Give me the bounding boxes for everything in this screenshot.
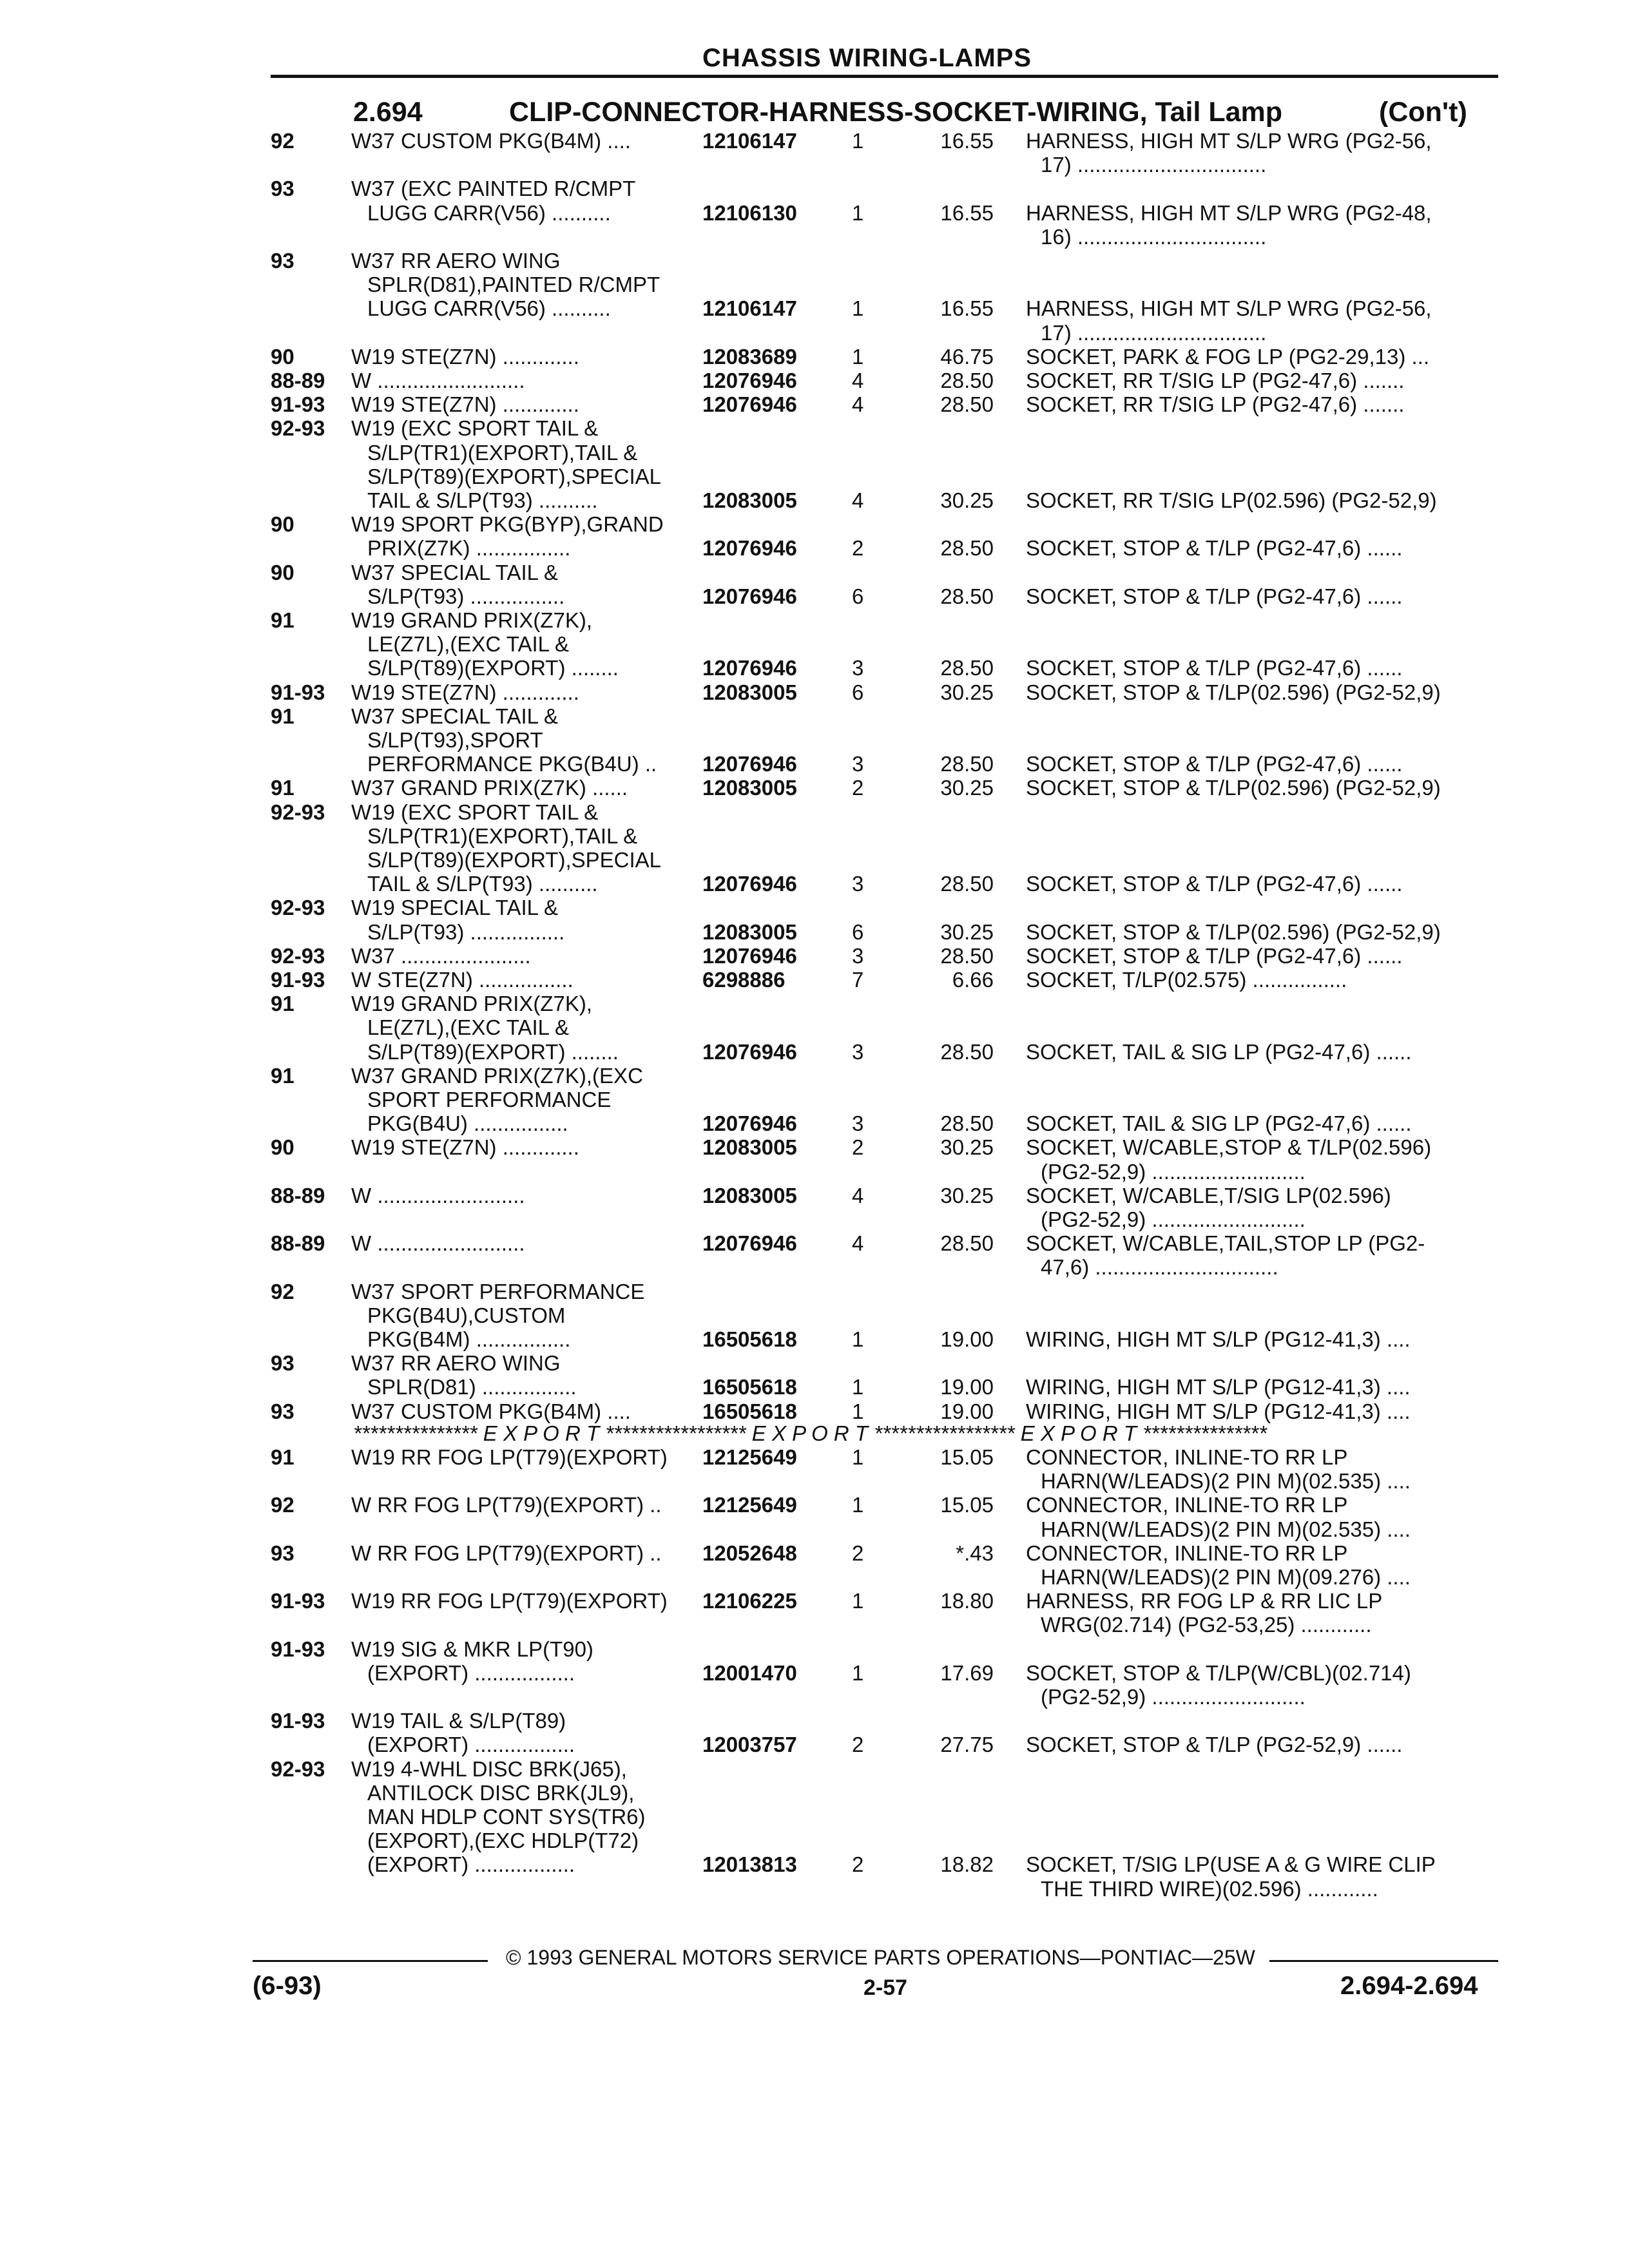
- row-part-name-line: SOCKET, T/LP(02.575) ................: [1026, 968, 1347, 992]
- row-year: 91-93: [271, 392, 325, 417]
- footer-rule-right: [1269, 1960, 1498, 1962]
- row-part-name-line: SOCKET, STOP & T/LP(02.596) (PG2-52,9): [1026, 776, 1441, 800]
- row-part-name-line: WIRING, HIGH MT S/LP (PG12-41,3) ....: [1026, 1327, 1411, 1351]
- row-description-line: W .........................: [351, 1231, 525, 1256]
- row-description-line: W37 GRAND PRIX(Z7K),(EXC: [351, 1063, 643, 1088]
- row-part-name-line: SOCKET, W/CABLE,STOP & T/LP(02.596): [1026, 1135, 1432, 1160]
- row-description-line: MAN HDLP CONT SYS(TR6): [367, 1805, 646, 1829]
- row-quantity: 3: [852, 943, 864, 968]
- row-quantity: 1: [852, 200, 864, 225]
- row-part-name-line: SOCKET, STOP & T/LP (PG2-52,9) ......: [1026, 1733, 1403, 1757]
- row-year: 88-89: [271, 369, 325, 392]
- row-price: 18.82: [940, 1852, 994, 1877]
- row-part-name-line: SOCKET, T/SIG LP(USE A & G WIRE CLIP: [1026, 1852, 1436, 1877]
- row-price: 28.50: [940, 943, 994, 968]
- row-year: 93: [271, 177, 294, 201]
- row-price: 28.50: [940, 392, 994, 417]
- row-description-line: W19 STE(Z7N) .............: [351, 680, 579, 704]
- row-quantity: 2: [852, 1733, 864, 1757]
- row-part-name-line: HARNESS, RR FOG LP & RR LIC LP: [1026, 1589, 1383, 1613]
- row-description-line: S/LP(T93) ................: [367, 919, 565, 944]
- row-price: 27.75: [940, 1733, 994, 1757]
- row-description-line: W19 (EXC SPORT TAIL &: [351, 800, 599, 824]
- row-year: 92-93: [271, 943, 325, 968]
- row-description-line: W .........................: [351, 369, 525, 392]
- row-price: 28.50: [940, 536, 994, 561]
- row-part-number: 12125649: [702, 1493, 797, 1517]
- row-quantity: 2: [852, 1541, 864, 1565]
- row-year: 93: [271, 1541, 294, 1565]
- section-number: 2.694: [353, 97, 423, 128]
- row-part-number: 12013813: [702, 1852, 797, 1877]
- row-quantity: 1: [852, 1493, 864, 1517]
- row-description-line: S/LP(T93) ................: [367, 584, 565, 608]
- row-year: 93: [271, 249, 294, 273]
- row-part-number: 12106225: [702, 1589, 797, 1613]
- row-description-line: W37 ......................: [351, 943, 531, 968]
- row-description-line: W19 (EXC SPORT TAIL &: [351, 416, 599, 441]
- row-part-name-line: SOCKET, RR T/SIG LP(02.596) (PG2-52,9): [1026, 488, 1437, 512]
- row-part-name-line: HARNESS, HIGH MT S/LP WRG (PG2-56,: [1026, 129, 1432, 153]
- row-description-line: S/LP(T89)(EXPORT) ........: [367, 1039, 619, 1064]
- row-description-line: W19 TAIL & S/LP(T89): [351, 1709, 566, 1733]
- row-part-number: 12106130: [702, 200, 797, 225]
- row-description-line: W19 RR FOG LP(T79)(EXPORT): [351, 1445, 668, 1469]
- row-year: 92-93: [271, 800, 325, 824]
- row-description-line: W19 STE(Z7N) .............: [351, 344, 579, 369]
- row-description-line: W37 CUSTOM PKG(B4M) ....: [351, 129, 631, 153]
- row-description-line: SPORT PERFORMANCE: [367, 1088, 612, 1111]
- row-description-line: LUGG CARR(V56) ..........: [367, 296, 611, 321]
- row-year: 92-93: [271, 896, 325, 920]
- row-description-line: (EXPORT) .................: [367, 1852, 575, 1877]
- row-part-name-line: SOCKET, W/CABLE,T/SIG LP(02.596): [1026, 1183, 1391, 1207]
- row-part-number: 12106147: [702, 296, 797, 321]
- row-part-name-line: HARN(W/LEADS)(2 PIN M)(02.535) ....: [1041, 1469, 1411, 1494]
- row-year: 90: [271, 560, 294, 584]
- row-description-line: W19 STE(Z7N) .............: [351, 392, 579, 417]
- row-part-name-line: HARN(W/LEADS)(2 PIN M)(09.276) ....: [1041, 1565, 1411, 1589]
- row-description-line: W19 STE(Z7N) .............: [351, 1135, 579, 1160]
- row-part-name-line: HARNESS, HIGH MT S/LP WRG (PG2-48,: [1026, 200, 1432, 225]
- row-part-name-line: HARN(W/LEADS)(2 PIN M)(02.535) ....: [1041, 1517, 1411, 1541]
- row-quantity: 3: [852, 656, 864, 680]
- row-description-line: W37 SPORT PERFORMANCE: [351, 1279, 645, 1303]
- row-price: 46.75: [940, 344, 994, 369]
- row-part-name-line: SOCKET, W/CABLE,TAIL,STOP LP (PG2-: [1026, 1231, 1425, 1256]
- row-part-number: 12001470: [702, 1660, 797, 1685]
- row-price: 30.25: [940, 680, 994, 704]
- row-part-name-line: SOCKET, STOP & T/LP (PG2-47,6) ......: [1026, 943, 1403, 968]
- row-description-line: W37 RR AERO WING: [351, 1351, 561, 1376]
- row-price: 6.66: [952, 968, 994, 992]
- row-year: 90: [271, 1135, 294, 1160]
- row-quantity: 2: [852, 1852, 864, 1877]
- row-year: 92-93: [271, 416, 325, 441]
- footer-rule-left: [253, 1960, 488, 1962]
- row-part-name-line: SOCKET, RR T/SIG LP (PG2-47,6) .......: [1026, 392, 1405, 417]
- row-description-line: SPLR(D81),PAINTED R/CMPT: [367, 273, 660, 297]
- row-year: 91-93: [271, 1709, 325, 1733]
- row-year: 92-93: [271, 1756, 325, 1781]
- row-description-line: S/LP(T93),SPORT: [367, 728, 543, 752]
- row-description-line: S/LP(T89)(EXPORT),SPECIAL: [367, 848, 662, 872]
- row-price: 16.55: [940, 200, 994, 225]
- row-description-line: LE(Z7L),(EXC TAIL &: [367, 632, 569, 657]
- footer-date: (6-93): [253, 1972, 322, 2000]
- row-quantity: 6: [852, 584, 864, 608]
- row-quantity: 1: [852, 1375, 864, 1399]
- row-part-name-line: (PG2-52,9) ..........................: [1041, 1207, 1306, 1231]
- section-continued: (Con't): [1379, 97, 1467, 128]
- row-part-number: 16505618: [702, 1375, 797, 1399]
- row-quantity: 1: [852, 1399, 864, 1423]
- row-quantity: 3: [852, 1039, 864, 1064]
- row-part-name-line: WIRING, HIGH MT S/LP (PG12-41,3) ....: [1026, 1375, 1411, 1399]
- row-description-line: W37 SPECIAL TAIL &: [351, 560, 558, 584]
- row-description-line: (EXPORT) .................: [367, 1733, 575, 1757]
- row-price: 30.25: [940, 1135, 994, 1160]
- row-price: 30.25: [940, 1183, 994, 1207]
- row-quantity: 1: [852, 1660, 864, 1685]
- row-price: *.43: [956, 1541, 994, 1565]
- row-year: 92: [271, 1493, 294, 1517]
- row-year: 91-93: [271, 968, 325, 992]
- section-title: CLIP-CONNECTOR-HARNESS-SOCKET-WIRING, Tail Lamp: [509, 97, 1283, 128]
- row-description-line: PRIX(Z7K) ................: [367, 536, 571, 561]
- row-part-number: 12076946: [702, 369, 797, 392]
- row-year: 91: [271, 608, 294, 632]
- row-price: 16.55: [940, 129, 994, 153]
- row-part-number: 12083005: [702, 776, 797, 800]
- row-part-name-line: SOCKET, STOP & T/LP(02.596) (PG2-52,9): [1026, 680, 1441, 704]
- row-quantity: 4: [852, 488, 864, 512]
- row-description-line: PKG(B4U),CUSTOM: [367, 1303, 566, 1327]
- row-description-line: W19 4-WHL DISC BRK(J65),: [351, 1756, 627, 1781]
- row-year: 90: [271, 512, 294, 537]
- row-price: 28.50: [940, 656, 994, 680]
- row-description-line: W37 (EXC PAINTED R/CMPT: [351, 177, 636, 201]
- row-description-line: W19 SPORT PKG(BYP),GRAND: [351, 512, 664, 537]
- row-quantity: 3: [852, 1111, 864, 1136]
- row-quantity: 1: [852, 1589, 864, 1613]
- row-description-line: S/LP(T89)(EXPORT) ........: [367, 656, 619, 680]
- row-part-name-line: SOCKET, STOP & T/LP(02.596) (PG2-52,9): [1026, 919, 1441, 944]
- row-part-number: 12083005: [702, 1135, 797, 1160]
- row-part-name-line: (PG2-52,9) ..........................: [1041, 1685, 1306, 1709]
- row-description-line: W37 GRAND PRIX(Z7K) ......: [351, 776, 628, 800]
- row-part-name-line: 47,6) ...............................: [1041, 1255, 1278, 1280]
- row-quantity: 7: [852, 968, 864, 992]
- row-part-number: 12076946: [702, 392, 797, 417]
- row-description-line: W19 SIG & MKR LP(T90): [351, 1637, 593, 1661]
- row-price: 28.50: [940, 752, 994, 776]
- row-year: 88-89: [271, 1231, 325, 1256]
- row-part-name-line: 16) ................................: [1041, 224, 1267, 249]
- row-part-name-line: SOCKET, RR T/SIG LP (PG2-47,6) .......: [1026, 369, 1405, 392]
- row-part-number: 12083005: [702, 919, 797, 944]
- row-quantity: 2: [852, 776, 864, 800]
- row-price: 28.50: [940, 1039, 994, 1064]
- row-part-number: 12076946: [702, 656, 797, 680]
- row-price: 28.50: [940, 369, 994, 392]
- row-description-line: PKG(B4U) ................: [367, 1111, 568, 1136]
- row-part-number: 12003757: [702, 1733, 797, 1757]
- row-quantity: 1: [852, 344, 864, 369]
- row-part-number: 12083005: [702, 488, 797, 512]
- row-part-number: 12076946: [702, 752, 797, 776]
- row-description-line: W .........................: [351, 1183, 525, 1207]
- row-part-name-line: SOCKET, TAIL & SIG LP (PG2-47,6) ......: [1026, 1039, 1412, 1064]
- row-year: 92: [271, 129, 294, 153]
- row-part-name-line: SOCKET, TAIL & SIG LP (PG2-47,6) ......: [1026, 1111, 1412, 1136]
- row-description-line: W37 CUSTOM PKG(B4M) ....: [351, 1399, 631, 1423]
- row-description-line: TAIL & S/LP(T93) ..........: [367, 488, 598, 512]
- row-description-line: S/LP(TR1)(EXPORT),TAIL &: [367, 440, 638, 465]
- row-quantity: 4: [852, 1183, 864, 1207]
- row-part-name-line: THE THIRD WIRE)(02.596) ............: [1041, 1876, 1378, 1901]
- row-part-number: 12106147: [702, 129, 797, 153]
- row-quantity: 1: [852, 1445, 864, 1469]
- row-description-line: W19 RR FOG LP(T79)(EXPORT): [351, 1589, 668, 1613]
- row-description-line: W19 GRAND PRIX(Z7K),: [351, 608, 593, 632]
- row-description-line: ANTILOCK DISC BRK(JL9),: [367, 1780, 635, 1805]
- row-price: 28.50: [940, 1231, 994, 1256]
- row-part-number: 16505618: [702, 1399, 797, 1423]
- row-quantity: 1: [852, 1327, 864, 1351]
- row-quantity: 1: [852, 296, 864, 321]
- row-quantity: 1: [852, 129, 864, 153]
- footer-copyright: © 1993 GENERAL MOTORS SERVICE PARTS OPERATIONS—PONTIAC—25W: [506, 1946, 1255, 1969]
- row-description-line: TAIL & S/LP(T93) ..........: [367, 872, 598, 896]
- row-part-number: 12125649: [702, 1445, 797, 1469]
- row-price: 15.05: [940, 1493, 994, 1517]
- row-part-name-line: SOCKET, STOP & T/LP (PG2-47,6) ......: [1026, 872, 1403, 896]
- row-price: 28.50: [940, 584, 994, 608]
- row-price: 15.05: [940, 1445, 994, 1469]
- footer-page-number: 2-57: [863, 1975, 908, 2000]
- row-quantity: 4: [852, 1231, 864, 1256]
- row-description-line: W19 SPECIAL TAIL &: [351, 896, 558, 920]
- row-part-number: 12076946: [702, 872, 797, 896]
- row-description-line: S/LP(TR1)(EXPORT),TAIL &: [367, 823, 638, 848]
- row-quantity: 6: [852, 680, 864, 704]
- row-part-name-line: 17) ................................: [1041, 153, 1267, 177]
- row-year: 91: [271, 1063, 294, 1088]
- row-part-number: 12083689: [702, 344, 797, 369]
- row-part-number: 6298886: [702, 968, 786, 992]
- row-part-number: 12076946: [702, 536, 797, 561]
- row-part-name-line: SOCKET, PARK & FOG LP (PG2-29,13) ...: [1026, 344, 1429, 369]
- row-part-number: 12076946: [702, 943, 797, 968]
- row-year: 91: [271, 704, 294, 728]
- row-quantity: 2: [852, 536, 864, 561]
- row-description-line: W19 GRAND PRIX(Z7K),: [351, 992, 593, 1016]
- row-quantity: 6: [852, 919, 864, 944]
- row-price: 18.80: [940, 1589, 994, 1613]
- row-quantity: 4: [852, 392, 864, 417]
- row-part-name-line: HARNESS, HIGH MT S/LP WRG (PG2-56,: [1026, 296, 1432, 321]
- row-part-name-line: CONNECTOR, INLINE-TO RR LP: [1026, 1493, 1348, 1517]
- row-part-name-line: CONNECTOR, INLINE-TO RR LP: [1026, 1445, 1348, 1469]
- row-description-line: W37 SPECIAL TAIL &: [351, 704, 558, 728]
- row-part-name-line: WRG(02.714) (PG2-53,25) ............: [1041, 1613, 1372, 1637]
- row-price: 16.55: [940, 296, 994, 321]
- row-year: 88-89: [271, 1183, 325, 1207]
- row-quantity: 4: [852, 369, 864, 392]
- row-year: 92: [271, 1279, 294, 1303]
- row-year: 91-93: [271, 1637, 325, 1661]
- row-year: 91-93: [271, 680, 325, 704]
- row-description-line: W RR FOG LP(T79)(EXPORT) ..: [351, 1493, 662, 1517]
- row-price: 30.25: [940, 776, 994, 800]
- row-year: 90: [271, 344, 294, 369]
- row-part-name-line: (PG2-52,9) ..........................: [1041, 1159, 1306, 1184]
- row-description-line: PKG(B4M) ................: [367, 1327, 571, 1351]
- row-part-number: 12076946: [702, 1039, 797, 1064]
- row-description-line: W RR FOG LP(T79)(EXPORT) ..: [351, 1541, 662, 1565]
- page-header-title: CHASSIS WIRING-LAMPS: [702, 44, 1032, 72]
- row-part-name-line: SOCKET, STOP & T/LP (PG2-47,6) ......: [1026, 752, 1403, 776]
- row-part-name-line: SOCKET, STOP & T/LP (PG2-47,6) ......: [1026, 536, 1403, 561]
- row-description-line: LUGG CARR(V56) ..........: [367, 200, 611, 225]
- row-description-line: (EXPORT),(EXC HDLP(T72): [367, 1829, 639, 1853]
- row-part-name-line: 17) ................................: [1041, 320, 1267, 345]
- row-part-number: 16505618: [702, 1327, 797, 1351]
- row-year: 93: [271, 1399, 294, 1423]
- row-quantity: 2: [852, 1135, 864, 1160]
- row-year: 91: [271, 992, 294, 1016]
- row-year: 91-93: [271, 1589, 325, 1613]
- row-price: 19.00: [940, 1399, 994, 1423]
- row-price: 30.25: [940, 919, 994, 944]
- row-description-line: S/LP(T89)(EXPORT),SPECIAL: [367, 464, 662, 488]
- row-part-number: 12083005: [702, 680, 797, 704]
- export-divider: *************** E X P O R T ***************** E X P O R T ***************** E X P O R T ***************: [353, 1421, 1267, 1445]
- row-part-number: 12083005: [702, 1183, 797, 1207]
- row-price: 28.50: [940, 1111, 994, 1136]
- row-quantity: 3: [852, 752, 864, 776]
- row-part-name-line: SOCKET, STOP & T/LP (PG2-47,6) ......: [1026, 656, 1403, 680]
- row-description-line: PERFORMANCE PKG(B4U) ..: [367, 752, 657, 776]
- row-description-line: W STE(Z7N) ................: [351, 968, 574, 992]
- row-price: 17.69: [940, 1660, 994, 1685]
- row-price: 19.00: [940, 1327, 994, 1351]
- row-part-name-line: CONNECTOR, INLINE-TO RR LP: [1026, 1541, 1348, 1565]
- row-part-name-line: SOCKET, STOP & T/LP(W/CBL)(02.714): [1026, 1660, 1411, 1685]
- row-price: 28.50: [940, 872, 994, 896]
- row-part-number: 12076946: [702, 1231, 797, 1256]
- row-description-line: SPLR(D81) ................: [367, 1375, 577, 1399]
- row-quantity: 3: [852, 872, 864, 896]
- row-year: 91: [271, 776, 294, 800]
- row-year: 93: [271, 1351, 294, 1376]
- row-price: 19.00: [940, 1375, 994, 1399]
- row-price: 30.25: [940, 488, 994, 512]
- row-year: 91: [271, 1445, 294, 1469]
- row-part-name-line: WIRING, HIGH MT S/LP (PG12-41,3) ....: [1026, 1399, 1411, 1423]
- row-description-line: (EXPORT) .................: [367, 1660, 575, 1685]
- row-part-number: 12052648: [702, 1541, 797, 1565]
- footer-section-range: 2.694-2.694: [1340, 1972, 1478, 2000]
- row-description-line: W37 RR AERO WING: [351, 249, 561, 273]
- row-description-line: LE(Z7L),(EXC TAIL &: [367, 1015, 569, 1040]
- row-part-name-line: SOCKET, STOP & T/LP (PG2-47,6) ......: [1026, 584, 1403, 608]
- row-part-number: 12076946: [702, 584, 797, 608]
- row-part-number: 12076946: [702, 1111, 797, 1136]
